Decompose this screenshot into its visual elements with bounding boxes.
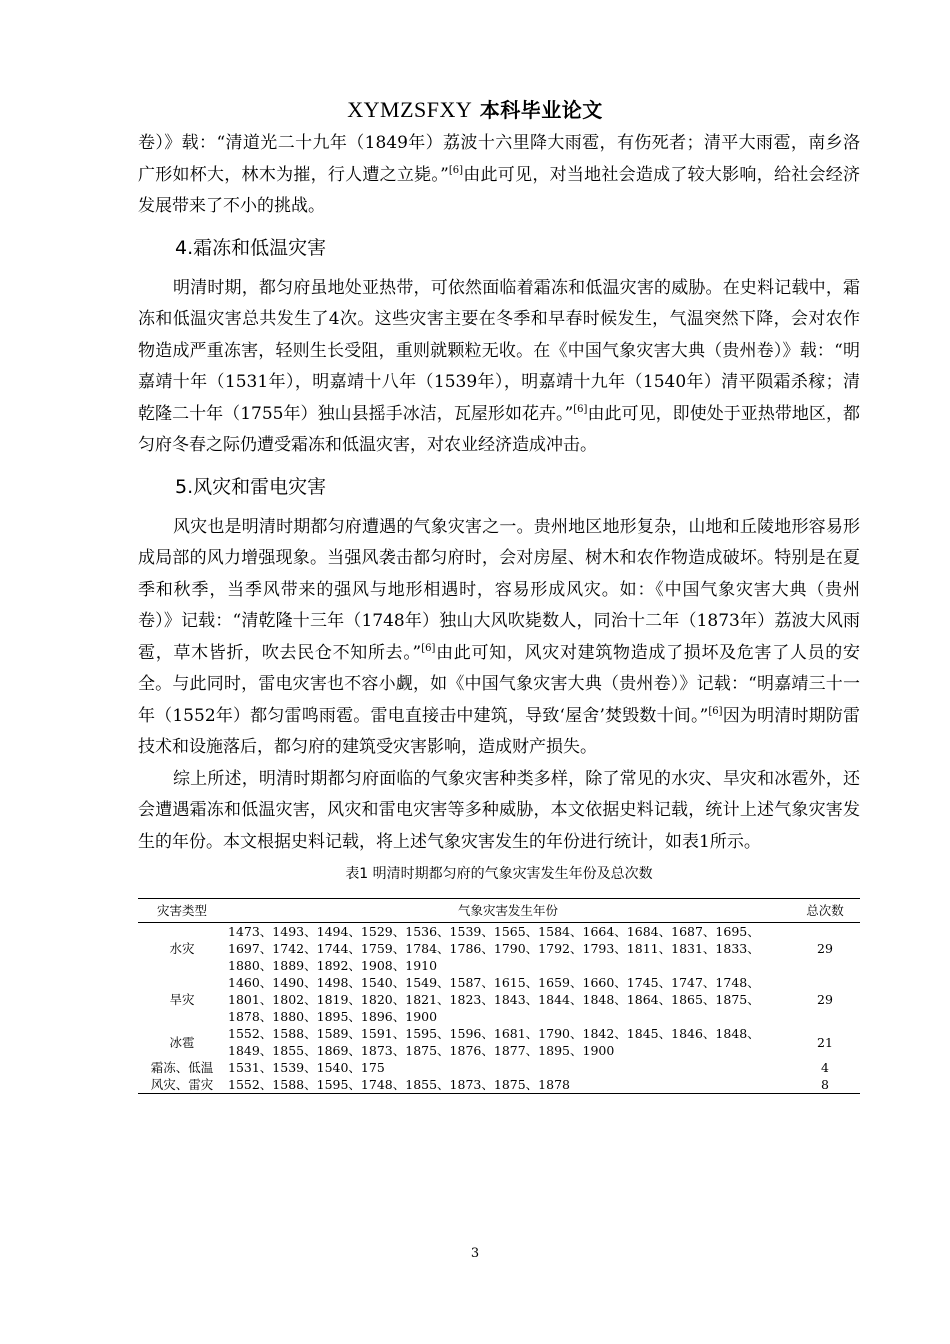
header-title: 本科毕业论文 [479,98,603,122]
wind-text-3: 因为明清时期防雷技术和设施落后，都匀府的建筑受灾害影响，造成财产损失。 [138,705,861,757]
header-years: 气象灾害发生年份 [226,899,790,923]
table-row [138,974,860,1025]
section-heading-frost: 4.霜冻和低温灾害 [175,236,327,259]
page-number: 3 [470,1246,480,1261]
table-caption: 表1 明清时期都匀府的气象灾害发生年份及总次数 [345,866,653,882]
cell-years: 1473、1493、1494、1529、1536、1539、1565、1584、1664、1684、1687、1695、1697、1742、1744、1759、1784、1786、1790、1792、1793、1811、1831、1833、1880、1889、1892、1908、1910 [228,924,760,973]
intro-paragraph [138,128,860,223]
disaster-table [138,898,860,1094]
citation-ref: [6] [708,705,723,717]
cell-type: 风灾、雷灾 [138,1076,226,1094]
table-row [138,1025,860,1059]
cell-years: 1552、1588、1595、1748、1855、1873、1875、1878 [226,1076,790,1094]
table-row [138,923,860,975]
cell-type: 霜冻、低温 [150,1060,214,1075]
table-row [138,1076,860,1094]
intro-text-2: 由此可见，对当地社会造成了较大影响，给社会经济发展带来了不小的挑战。 [138,164,860,216]
section-heading-wind: 5.风灾和雷电灾害 [175,475,327,498]
intro-text-1: 卷）》载：“清道光二十九年（1849年）荔波十六里降大雨雹，有伤死者；清平大雨雹，南乡洛广形如杯大，林木为摧，行人遭之立毙。” [138,133,860,185]
wind-text-1: 风灾也是明清时期都匀府遭遇的气象灾害之一。贵州地区地形复杂，山地和丘陵地形容易形成局部的风力增强现象。当强风袭击都匀府时，会对房屋、树木和农作物造成破坏。特别是在夏季和秋季，当季风带来的强风与地形相遇时，容易形成风灾。如：《中国气象灾害大典（贵州卷）》记载：“清乾隆十三年（1748年）独山大风吹毙数人，同治十二年（1873年）荔波大风雨雹，草木皆折，吹去民仓不知所去。” [138,516,860,663]
citation-ref: [6] [573,403,588,415]
cell-count: 8 [790,1076,860,1094]
frost-paragraph [138,273,860,462]
cell-years: 1460、1490、1498、1540、1549、1587、1615、1659、1660、1745、1747、1748、1801、1802、1819、1820、1821、1823、1843、1844、1848、1864、1865、1875、1878、1880、1895、1896、1900 [228,975,760,1024]
cell-count: 29 [817,941,833,956]
summary-paragraph: 综上所述，明清时期都匀府面临的气象灾害种类多样，除了常见的水灾、旱灾和冰雹外，还会遭遇霜冻和低温灾害，风灾和雷电灾害等多种威胁，本文依据史料记载，统计上述气象灾害发生的年份。本文根据史料记载，将上述气象灾害发生的年份进行统计，如表1所示。 [138,768,860,852]
frost-text-2: 由此可见，即使处于亚热带地区，都匀府冬春之际仍遭受霜冻和低温灾害，对农业经济造成冲击。 [138,403,860,455]
cell-count: 29 [817,992,833,1007]
table-header-row [138,899,860,923]
cell-type: 冰雹 [169,1034,195,1050]
header-latin: XYMZSFXY [347,97,473,122]
frost-text-1: 明清时期，都匀府虽地处亚热带，可依然面临着霜冻和低温灾害的威胁。在史料记载中，霜冻和低温灾害总共发生了4次。这些灾害主要在冬季和早春时候发生，气温突然下降，会对农作物造成严重冻害，轻则生长受阻，重则就颗粒无收。在《中国气象灾害大典（贵州卷）》载：“明嘉靖十年（1531年），明嘉靖十八年（1539年），明嘉靖十九年（1540年）清平陨霜杀稼；清乾隆二十年（1755年）独山县摇手冰洁，瓦屋形如花卉。” [138,277,860,424]
page-header [0,94,950,123]
table-row [138,1059,860,1076]
page-content [138,128,860,1094]
header-disaster-type: 灾害类型 [138,899,226,923]
citation-ref: [6] [421,642,436,654]
cell-years: 1552、1588、1589、1591、1595、1596、1681、1790、1842、1845、1846、1848、1849、1855、1869、1873、1875、1876、1877、1895、1900 [228,1026,760,1058]
cell-years: 1531、1539、1540、175 [228,1060,385,1075]
cell-type: 旱灾 [169,992,195,1007]
wind-text-2: 由此可知，风灾对建筑物造成了损坏及危害了人员的安全。与此同时，雷电灾害也不容小觑，如《中国气象灾害大典（贵州卷）》记载：“明嘉靖三十一年（1552年）都匀雷鸣雨雹。雷电直接击中建筑，导致‘屋舍’焚毁数十间。” [138,642,860,726]
wind-paragraph [138,512,860,764]
header-total-count: 总次数 [790,899,860,923]
citation-ref: [6] [448,164,464,176]
cell-count: 4 [821,1060,829,1075]
cell-type: 水灾 [169,941,195,956]
cell-count: 21 [817,1034,833,1050]
